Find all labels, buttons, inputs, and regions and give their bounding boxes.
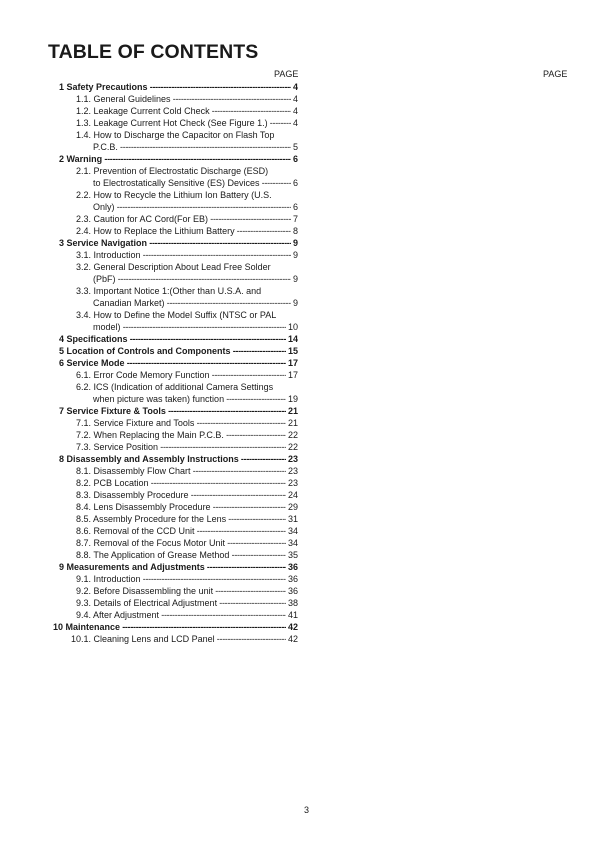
toc-entry-page: 42 [287,622,298,632]
toc-entry-title: 6 Service Mode ----- [59,357,286,369]
toc-entry-title: 8.4. Lens Disassembly Procedure ----- [76,501,286,513]
toc-entry-title: 3.2. General Description About Lead Free Solder [76,262,271,272]
toc-entry[interactable] [0,321,595,333]
document-title: TABLE OF CONTENTS [48,41,259,63]
toc-entry-page: 21 [287,406,298,416]
toc-entry[interactable] [0,609,595,621]
toc-entry-page: 23 [287,454,298,464]
toc-entry-page: 9 [292,250,298,260]
toc-entry-title: 10 Maintenance ----- [53,621,286,633]
toc-entry[interactable] [0,213,595,225]
toc-entry-page: 38 [287,598,298,608]
toc-entry-page: 10 [287,322,298,332]
toc-entry-title: 9.1. Introduction ----- [76,573,286,585]
toc-entry[interactable] [0,165,595,177]
toc-entry[interactable] [0,393,595,405]
toc-entry-title: to Electrostatically Sensitive (ES) Devices ----- [93,177,291,189]
toc-entry-page: 42 [287,634,298,644]
toc-entry[interactable] [0,105,595,117]
toc-entry-title: 3.1. Introduction ----- [76,249,291,261]
toc-entry-title: 5 Location of Controls and Components ----- [59,345,286,357]
toc-entry-title: 9.4. After Adjustment ----- [76,609,286,621]
toc-entry-page: 7 [292,214,298,224]
toc-entry-page: 19 [287,394,298,404]
toc-entry-page: 14 [287,334,298,344]
toc-entry-page: 35 [287,550,298,560]
table-of-contents [0,81,595,645]
toc-section[interactable] [0,621,595,633]
toc-section[interactable] [0,237,595,249]
toc-entry-page: 8 [292,226,298,236]
toc-entry-title: 8.3. Disassembly Procedure ----- [76,489,286,501]
toc-entry-title: 1.4. How to Discharge the Capacitor on Flash Top [76,130,275,140]
toc-entry[interactable] [0,369,595,381]
toc-entry-title: 8 Disassembly and Assembly Instructions ----- [59,453,286,465]
toc-entry-page: 6 [292,154,298,164]
toc-entry-title: (PbF) ----- [93,273,291,285]
toc-entry-title: 2 Warning ----- [59,153,291,165]
toc-entry[interactable] [0,129,595,141]
toc-entry[interactable] [0,633,595,645]
toc-entry-title: 9 Measurements and Adjustments ----- [59,561,286,573]
toc-entry[interactable] [0,465,595,477]
toc-entry-title: 6.1. Error Code Memory Function ----- [76,369,286,381]
toc-entry-page: 9 [292,238,298,248]
toc-entry-title: 3.3. Important Notice 1:(Other than U.S.A. and [76,286,262,296]
toc-entry[interactable] [0,225,595,237]
toc-entry-page: 23 [287,466,298,476]
toc-entry-title: 8.8. The Application of Grease Method ----- [76,549,286,561]
toc-entry[interactable] [0,273,595,285]
toc-entry-title: 1 Safety Precautions ----- [59,81,291,93]
toc-entry-title: 8.1. Disassembly Flow Chart ----- [76,465,286,477]
toc-entry-page: 31 [287,514,298,524]
toc-entry-page: 36 [287,586,298,596]
toc-entry-page: 41 [287,610,298,620]
toc-entry-page: 21 [287,418,298,428]
toc-entry-page: 4 [292,94,298,104]
toc-section[interactable] [0,81,595,93]
toc-entry-title: 2.1. Prevention of Electrostatic Discharge (ESD) [76,166,269,176]
toc-entry-page: 6 [292,202,298,212]
toc-entry-page: 17 [287,358,298,368]
page-column-header-right: PAGE [543,69,568,79]
toc-section[interactable] [0,345,595,357]
toc-entry-title: 7.1. Service Fixture and Tools ----- [76,417,286,429]
toc-entry-title: when picture was taken) function ----- [93,393,286,405]
toc-entry[interactable] [0,261,595,273]
toc-entry[interactable] [0,417,595,429]
toc-entry-page: 4 [292,106,298,116]
toc-entry[interactable] [0,549,595,561]
toc-entry-page: 36 [287,574,298,584]
toc-entry-title: 1.3. Leakage Current Hot Check (See Figure 1.) ----- [76,117,291,129]
toc-entry-title: 8.6. Removal of the CCD Unit ----- [76,525,286,537]
toc-entry-page: 5 [292,142,298,152]
toc-entry[interactable] [0,441,595,453]
toc-entry-title: Canadian Market) ----- [93,297,291,309]
toc-section[interactable] [0,405,595,417]
toc-entry-title: 3 Service Navigation ----- [59,237,291,249]
toc-entry-page: 22 [287,442,298,452]
toc-entry-title: Only) ----- [93,201,291,213]
toc-entry-title: 8.2. PCB Location ----- [76,477,286,489]
toc-section[interactable] [0,453,595,465]
toc-entry-page: 4 [292,82,298,92]
toc-entry[interactable] [0,141,595,153]
toc-entry-title: 8.7. Removal of the Focus Motor Unit ----- [76,537,286,549]
toc-entry[interactable] [0,597,595,609]
toc-entry-title: 2.4. How to Replace the Lithium Battery ----- [76,225,291,237]
toc-entry[interactable] [0,249,595,261]
toc-entry[interactable] [0,573,595,585]
toc-entry[interactable] [0,525,595,537]
toc-entry-page: 22 [287,430,298,440]
toc-entry-title: 9.3. Details of Electrical Adjustment ----- [76,597,286,609]
toc-entry-title: 7 Service Fixture & Tools ----- [59,405,286,417]
toc-entry[interactable] [0,477,595,489]
toc-entry[interactable] [0,93,595,105]
toc-entry[interactable] [0,201,595,213]
toc-entry-page: 36 [287,562,298,572]
page-column-header: PAGE [274,69,299,79]
toc-entry-page: 9 [292,298,298,308]
toc-section[interactable] [0,561,595,573]
toc-entry-title: 4 Specifications ----- [59,333,286,345]
toc-section[interactable] [0,357,595,369]
toc-entry-title: 10.1. Cleaning Lens and LCD Panel ----- [71,633,286,645]
toc-entry-page: 24 [287,490,298,500]
toc-entry-title: 7.2. When Replacing the Main P.C.B. ----- [76,429,286,441]
toc-entry[interactable] [0,429,595,441]
toc-entry-title: P.C.B. ----- [93,141,291,153]
toc-entry[interactable] [0,177,595,189]
toc-entry[interactable] [0,297,595,309]
page-number: 3 [304,805,310,815]
toc-entry[interactable] [0,501,595,513]
toc-entry-title: 8.5. Assembly Procedure for the Lens ----- [76,513,286,525]
toc-entry-title: 3.4. How to Define the Model Suffix (NTSC or PAL [76,310,277,320]
toc-entry-page: 15 [287,346,298,356]
toc-entry-title: 2.3. Caution for AC Cord(For EB) ----- [76,213,291,225]
toc-entry-page: 6 [292,178,298,188]
toc-entry-page: 9 [292,274,298,284]
toc-entry[interactable] [0,285,595,297]
toc-entry-title: 1.2. Leakage Current Cold Check ----- [76,105,291,117]
toc-entry-page: 34 [287,538,298,548]
toc-entry[interactable] [0,381,595,393]
toc-entry-title: 1.1. General Guidelines ----- [76,93,291,105]
toc-entry-page: 17 [287,370,298,380]
toc-section[interactable] [0,333,595,345]
toc-entry[interactable] [0,189,595,201]
toc-entry[interactable] [0,117,595,129]
toc-entry-title: 6.2. ICS (Indication of additional Camera Settings [76,382,274,392]
toc-entry[interactable] [0,309,595,321]
toc-entry-page: 29 [287,502,298,512]
toc-entry-page: 4 [292,118,298,128]
toc-entry-title: 2.2. How to Recycle the Lithium Ion Battery (U.S. [76,190,272,200]
toc-entry[interactable] [0,513,595,525]
toc-entry-title: model) ----- [93,321,286,333]
toc-entry[interactable] [0,489,595,501]
toc-entry[interactable] [0,537,595,549]
toc-entry-title: 9.2. Before Disassembling the unit ----- [76,585,286,597]
toc-entry-title: 7.3. Service Position ----- [76,441,286,453]
toc-entry[interactable] [0,585,595,597]
toc-entry-page: 34 [287,526,298,536]
toc-entry-page: 23 [287,478,298,488]
toc-section[interactable] [0,153,595,165]
